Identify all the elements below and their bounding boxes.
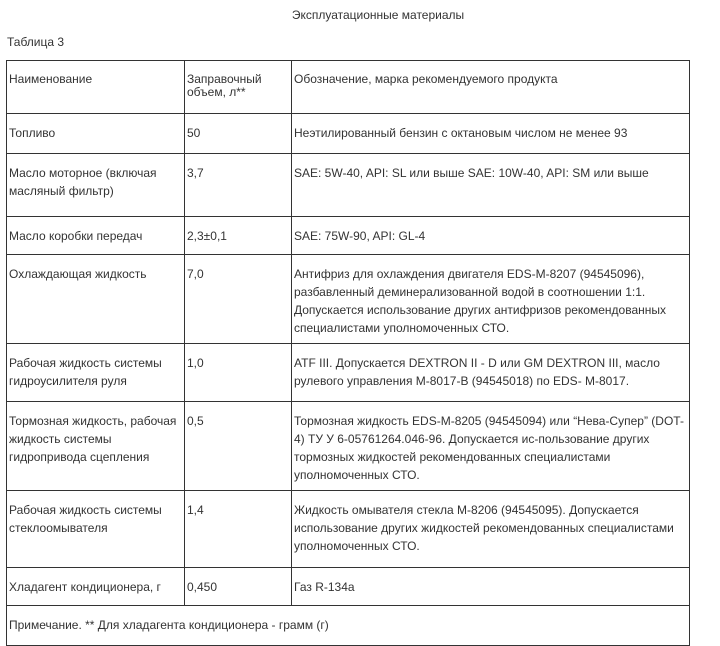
header-volume: Заправочный объем, л**	[185, 61, 292, 114]
table-row	[7, 154, 690, 217]
row-name: Рабочая жидкость системы гидроусилителя руля	[7, 344, 185, 402]
row-name: Масло моторное (включая масляный фильтр)	[7, 154, 185, 217]
table-header-row	[7, 61, 690, 114]
row-volume: 0,450	[185, 568, 292, 606]
row-name: Топливо	[7, 114, 185, 154]
row-volume: 3,7	[185, 154, 292, 217]
row-product: Антифриз для охлаждения двигателя EDS-M-8207 (94545096), разбавленный деминерализованной водой в соотношении 1:1. Допускается использование других антифризов рекомендованных специалистами уполномоченных СТО.	[292, 255, 690, 344]
row-volume: 7,0	[185, 255, 292, 344]
row-product: SAE: 5W-40, API: SL или выше SAE: 10W-40, API: SM или выше	[292, 154, 690, 217]
row-product: Газ R-134a	[292, 568, 690, 606]
row-product: ATF III. Допускается DEXTRON II - D или GM DEXTRON III, масло рулевого управления M-8017-B (94545018) по EDS- M-8017.	[292, 344, 690, 402]
table-note: Примечание. ** Для хладагента кондиционера - грамм (г)	[7, 606, 690, 646]
row-name: Масло коробки передач	[7, 217, 185, 255]
table-row	[7, 568, 690, 606]
row-volume: 50	[185, 114, 292, 154]
table-row	[7, 402, 690, 491]
row-volume: 2,3±0,1	[185, 217, 292, 255]
row-name: Тормозная жидкость, рабочая жидкость системы гидропривода сцепления	[7, 402, 185, 491]
page-title: Эксплуатационные материалы	[291, 8, 465, 22]
table-row	[7, 255, 690, 344]
row-product: Жидкость омывателя стекла M-8206 (94545095). Допускается использование других жидкостей рекомендованных специалистами уполномоченных СТО.	[292, 491, 690, 568]
row-name: Рабочая жидкость системы стеклоомывателя	[7, 491, 185, 568]
row-product: Неэтилированный бензин с октановым числом не менее 93	[292, 114, 690, 154]
table-row	[7, 217, 690, 255]
row-product: Тормозная жидкость EDS-M-8205 (94545094) или “Нева-Супер” (DOT- 4) ТУ У 6-05761264.046-96. Допускается ис-пользование других тормозных жидкостей рекомендованных специалистами уполномоченных СТО.	[292, 402, 690, 491]
row-volume: 0,5	[185, 402, 292, 491]
row-volume: 1,4	[185, 491, 292, 568]
table-note-row	[7, 606, 690, 646]
table-row	[7, 344, 690, 402]
header-product: Обозначение, марка рекомендуемого продукта	[292, 61, 690, 114]
table-row	[7, 114, 690, 154]
row-volume: 1,0	[185, 344, 292, 402]
row-name: Охлаждающая жидкость	[7, 255, 185, 344]
table-row	[7, 491, 690, 568]
materials-table	[6, 60, 690, 646]
row-name: Хладагент кондиционера, г	[7, 568, 185, 606]
header-name: Наименование	[7, 61, 185, 114]
table-label: Таблица 3	[7, 35, 65, 49]
row-product: SAE: 75W-90, API: GL-4	[292, 217, 690, 255]
